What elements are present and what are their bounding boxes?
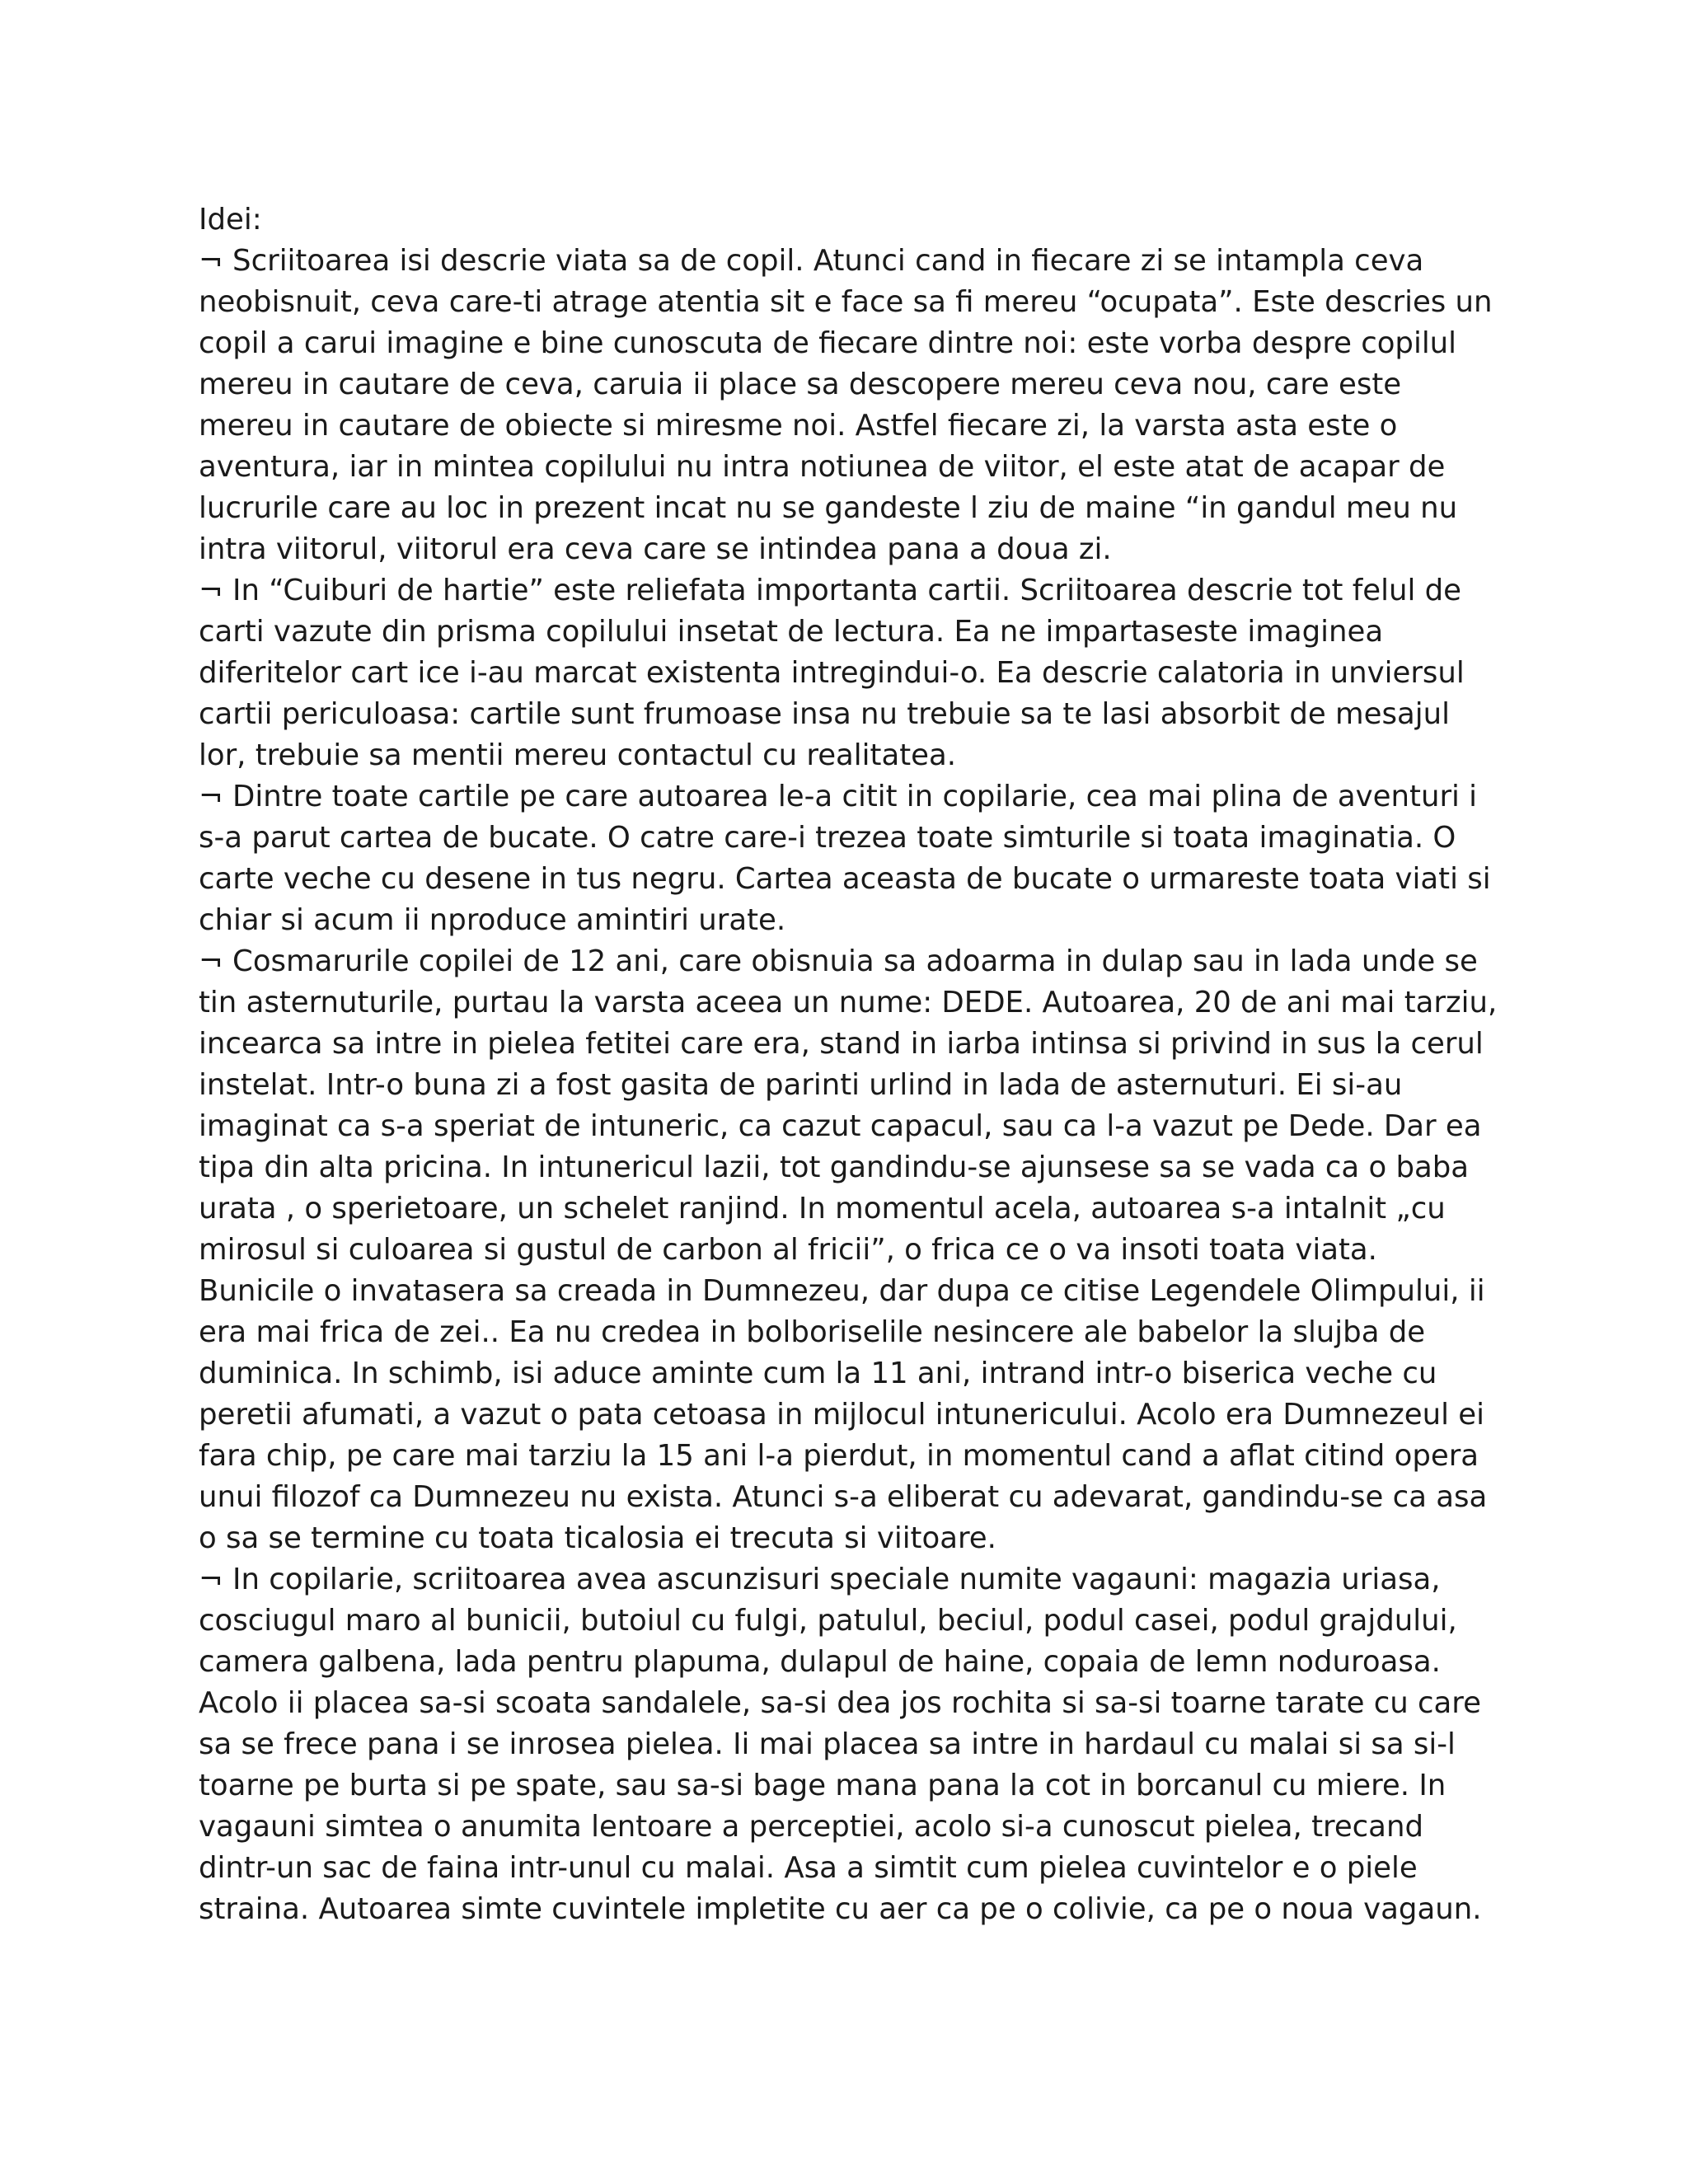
paragraph-text: Cosmarurile copilei de 12 ani, care obisnuia sa adoarma in dulap sau in lada unde se tin asternuturile, purtau la varsta aceea un nume: DEDE. Autoarea, 20 de ani mai tarziu, incearca sa intre in pielea fetitei care era, stand in iarba intinsa si privind in sus la cerul instelat. Intr-o buna zi a fost gasita de parinti urlind in lada de asternuturi. Ei si-au imaginat ca s-a speriat de intuneric, ca cazut capacul, sau ca l-a vazut pe Dede. Dar ea tipa din alta pricina. In intunericul lazii, tot gandindu-se ajunsese sa se vada ca o baba urata , o sperietoare, un schelet ranjind. In momentul acela, autoarea s-a intalnit „cu mirosul si culoarea si gustul de carbon al fricii”, o frica ce o va insoti toata viata. Bunicile o invatasera sa creada in Dumnezeu, dar dupa ce citise Legendele Olimpului, ii era mai frica de zei.. Ea nu credea in bolboriselile nesincere ale babelor la slujba de duminica. In schimb, isi aduce aminte cum la 11 ani, intrand intr-o biserica veche cu peretii afumati, a vazut o pata cetoasa in mijlocul intunericului. Acolo era Dumnezeul ei fara chip, pe care mai tarziu la 15 ani l-a pierdut, in momentul cand a aflat citind opera unui filozof ca Dumnezeu nu exista. Atunci s-a eliberat cu adevarat, gandindu-se ca asa o sa se termine cu toata ticalosia ei trecuta si viitoare. (199, 944, 1498, 1555)
paragraph-childhood (199, 241, 1501, 570)
paragraph-text: In “Cuiburi de hartie” este reliefata importanta cartii. Scriitoarea descrie tot felul de carti vazute din prisma copilului insetat de lectura. Ea ne impartaseste imaginea diferitelor cart ice i-au marcat existenta intregindui-o. Ea descrie calatoria in unviersul cartii periculoasa: cartile sunt frumoase insa nu trebuie sa te lasi absorbit de mesajul lor, trebuie sa mentii mereu contactul cu realitatea. (199, 574, 1465, 772)
document-heading: Idei: (199, 203, 262, 237)
bullet-marker: ¬ (199, 1563, 223, 1596)
paragraph-hiding-places (199, 1559, 1501, 1930)
paragraph-cookbook (199, 776, 1501, 941)
paragraph-text: In copilarie, scriitoarea avea ascunzisuri speciale numite vagauni: magazia uriasa, cosciugul maro al bunicii, butoiul cu fulgi, patulul, beciul, podul casei, podul grajdului, camera galbena, lada pentru plapuma, dulapul de haine, copaia de lemn noduroasa. Acolo ii placea sa-si scoata sandalele, sa-si dea jos rochita si sa-si toarne tarate cu care sa se frece pana i se inrosea pielea. Ii mai placea sa intre in hardaul cu malai si sa si-l toarne pe burta si pe spate, sau sa-si bage mana pana la cot in borcanul cu miere. In vagauni simtea o anumita lentoare a perceptiei, acolo si-a cunoscut pielea, trecand dintr-un sac de faina intr-unul cu malai. Asa a simtit cum pielea cuvintelor e o piele straina. Autoarea simte cuvintele impletite cu aer ca pe o colivie, ca pe o noua vagaun. (199, 1563, 1482, 1926)
paragraph-paper-nests (199, 570, 1501, 776)
paragraph-nightmares (199, 941, 1501, 1559)
bullet-marker: ¬ (199, 574, 223, 607)
document-page (199, 199, 1501, 1930)
bullet-marker: ¬ (199, 244, 223, 278)
bullet-marker: ¬ (199, 944, 223, 978)
paragraph-text: Scriitoarea isi descrie viata sa de copil. Atunci cand in fiecare zi se intampla ceva neobisnuit, ceva care-ti atrage atentia sit e face sa fi mereu “ocupata”. Este descries un copil a carui imagine e bine cunoscuta de fiecare dintre noi: este vorba despre copilul mereu in cautare de ceva, caruia ii place sa descopere mereu ceva nou, care este mereu in cautare de obiecte si miresme noi. Astfel fiecare zi, la varsta asta este o aventura, iar in mintea copilului nu intra notiunea de viitor, el este atat de acapar de lucrurile care au loc in prezent incat nu se gandeste l ziu de maine “in gandul meu nu intra viitorul, viitorul era ceva care se intindea pana a doua zi. (199, 244, 1493, 566)
paragraph-text: Dintre toate cartile pe care autoarea le-a citit in copilarie, cea mai plina de aventuri i s-a parut cartea de bucate. O catre care-i trezea toate simturile si toata imaginatia. O carte veche cu desene in tus negru. Cartea aceasta de bucate o urmareste toata viati si chiar si acum ii nproduce amintiri urate. (199, 780, 1491, 937)
bullet-marker: ¬ (199, 780, 223, 813)
